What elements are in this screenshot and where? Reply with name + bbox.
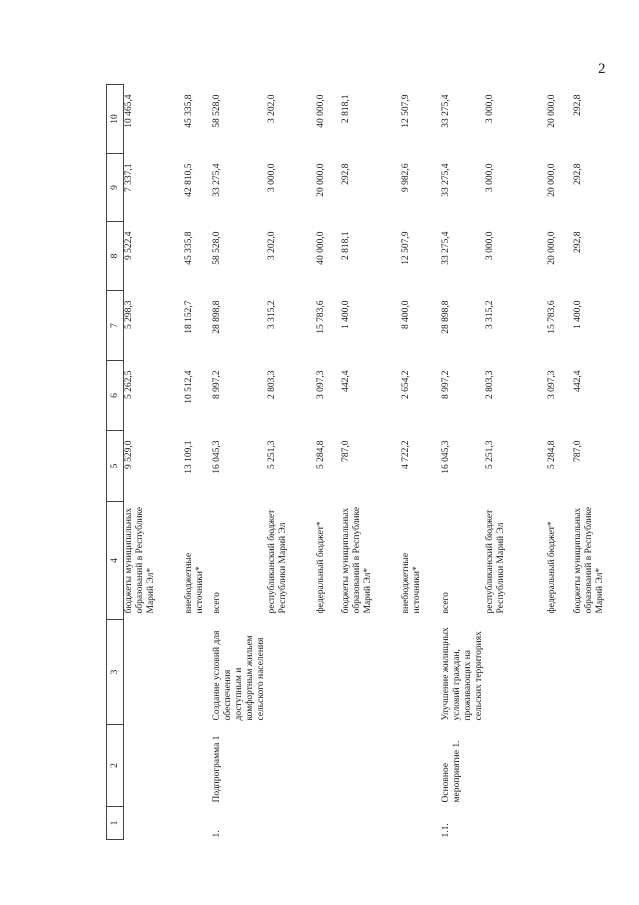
value-cell: 1 400,0 bbox=[572, 300, 583, 329]
value-cell: 3 097,3 bbox=[315, 370, 326, 399]
table-row bbox=[547, 85, 573, 840]
value-cell: 9 522,4 bbox=[124, 231, 134, 260]
value-cell: 9 529,0 bbox=[124, 440, 134, 469]
value-cell: 33 275,4 bbox=[440, 94, 451, 128]
value-cell: 40 000,0 bbox=[315, 94, 326, 128]
item-type bbox=[547, 725, 573, 807]
item-title bbox=[124, 620, 184, 725]
value-cell: 15 783,6 bbox=[546, 300, 557, 334]
value-cell: 10 512,4 bbox=[183, 370, 194, 404]
row-number bbox=[124, 807, 184, 840]
value-cell: 28 898,8 bbox=[211, 300, 222, 334]
value-cell: 3 315,2 bbox=[266, 300, 277, 329]
value-cell: 15 783,6 bbox=[315, 300, 326, 334]
value-cell: 5 251,3 bbox=[484, 440, 495, 469]
value-cell: 3 202,0 bbox=[266, 94, 277, 123]
value-cell: 58 528,0 bbox=[211, 231, 222, 265]
value-cell: 3 000,0 bbox=[484, 94, 495, 123]
value-cell: 2 654,2 bbox=[400, 370, 411, 399]
item-type bbox=[124, 725, 184, 807]
value-cell: 58 528,0 bbox=[211, 94, 222, 128]
item-title bbox=[341, 620, 401, 725]
table-row bbox=[573, 85, 612, 840]
value-cell: 5 284,8 bbox=[315, 440, 326, 469]
row-number bbox=[341, 807, 401, 840]
value-cell: 45 335,8 bbox=[183, 231, 194, 265]
column-number: 3 bbox=[107, 620, 124, 725]
column-number: 8 bbox=[107, 222, 124, 291]
item-title bbox=[267, 620, 316, 725]
value-cell: 33 275,4 bbox=[440, 163, 451, 197]
item-type bbox=[184, 725, 212, 807]
value-cell: 20 000,0 bbox=[546, 231, 557, 265]
item-title bbox=[184, 620, 212, 725]
funding-source: внебюджетные источники* bbox=[400, 552, 422, 614]
funding-source: всего bbox=[440, 592, 451, 614]
table-row bbox=[441, 85, 485, 840]
item-type: Основное мероприятие 1. bbox=[440, 740, 462, 803]
value-cell: 40 000,0 bbox=[315, 231, 326, 265]
item-title: Улучшение жилищных условий граждан, проживающих на сельских территориях bbox=[440, 627, 484, 721]
table-row bbox=[184, 85, 212, 840]
row-number bbox=[184, 807, 212, 840]
column-number: 7 bbox=[107, 291, 124, 361]
item-title bbox=[485, 620, 547, 725]
item-type bbox=[267, 725, 316, 807]
value-cell: 13 109,1 bbox=[183, 440, 194, 474]
funding-source: всего bbox=[211, 592, 222, 614]
value-cell: 4 722,2 bbox=[400, 440, 411, 469]
value-cell: 3 315,2 bbox=[484, 300, 495, 329]
column-number: 10 bbox=[107, 85, 124, 154]
table-row bbox=[267, 85, 316, 840]
table-row bbox=[212, 85, 267, 840]
row-number bbox=[485, 807, 547, 840]
table-row bbox=[316, 85, 341, 840]
value-cell: 20 000,0 bbox=[315, 163, 326, 197]
value-cell: 292,8 bbox=[572, 231, 583, 253]
value-cell: 18 152,7 bbox=[183, 300, 194, 334]
row-number: 1.1. bbox=[440, 823, 451, 838]
rotated-page-content bbox=[106, 85, 611, 840]
funding-source: республиканский бюджет Республики Марий Эл bbox=[266, 509, 288, 614]
table-row bbox=[341, 85, 401, 840]
value-cell: 1 400,0 bbox=[340, 300, 351, 329]
value-cell: 16 045,3 bbox=[211, 440, 222, 474]
value-cell: 3 097,3 bbox=[546, 370, 557, 399]
row-number bbox=[547, 807, 573, 840]
table-row bbox=[485, 85, 547, 840]
item-type bbox=[341, 725, 401, 807]
value-cell: 42 810,5 bbox=[183, 163, 194, 197]
value-cell: 787,0 bbox=[340, 440, 351, 462]
row-number bbox=[401, 807, 441, 840]
value-cell: 8 997,2 bbox=[211, 370, 222, 399]
value-cell: 16 045,3 bbox=[440, 440, 451, 474]
row-number bbox=[573, 807, 612, 840]
item-type bbox=[573, 725, 612, 807]
funding-source: бюджеты муниципальных образований в Республике Марий Эл* bbox=[340, 506, 373, 614]
value-cell: 3 000,0 bbox=[484, 231, 495, 260]
column-number-row bbox=[107, 85, 124, 840]
value-cell: 3 000,0 bbox=[484, 163, 495, 192]
value-cell: 442,4 bbox=[340, 370, 351, 392]
value-cell: 28 898,8 bbox=[440, 300, 451, 334]
item-type bbox=[485, 725, 547, 807]
row-number bbox=[316, 807, 341, 840]
value-cell: 292,8 bbox=[572, 94, 583, 116]
item-type bbox=[316, 725, 341, 807]
value-cell: 5 298,3 bbox=[124, 300, 134, 329]
value-cell: 45 335,8 bbox=[183, 94, 194, 128]
item-title bbox=[573, 620, 612, 725]
value-cell: 292,8 bbox=[572, 163, 583, 185]
value-cell: 2 818,1 bbox=[340, 94, 351, 123]
value-cell: 20 000,0 bbox=[546, 163, 557, 197]
value-cell: 3 202,0 bbox=[266, 231, 277, 260]
row-number bbox=[267, 807, 316, 840]
column-number: 4 bbox=[107, 502, 124, 620]
item-title: Создание условий для обеспечения доступным и комфортным жильем сельского населения bbox=[211, 630, 266, 721]
item-type: Подпрограмма 1 bbox=[211, 735, 222, 803]
funding-source: бюджеты муниципальных образований в Республике Марий Эл* bbox=[124, 506, 156, 614]
funding-source: бюджеты муниципальных образований в Республике Марий Эл* bbox=[572, 506, 605, 614]
value-cell: 2 818,1 bbox=[340, 231, 351, 260]
column-number: 6 bbox=[107, 361, 124, 431]
page-number: 2 bbox=[598, 61, 606, 77]
value-cell: 3 000,0 bbox=[266, 163, 277, 192]
budget-table bbox=[106, 84, 611, 840]
value-cell: 292,8 bbox=[340, 163, 351, 185]
item-title bbox=[316, 620, 341, 725]
value-cell: 442,4 bbox=[572, 370, 583, 392]
value-cell: 12 507,9 bbox=[400, 94, 411, 128]
column-number: 9 bbox=[107, 154, 124, 222]
item-title bbox=[401, 620, 441, 725]
value-cell: 5 262,5 bbox=[124, 370, 134, 399]
funding-source: внебюджетные источники* bbox=[183, 552, 205, 614]
item-type bbox=[401, 725, 441, 807]
item-title bbox=[547, 620, 573, 725]
value-cell: 33 275,4 bbox=[440, 231, 451, 265]
value-cell: 7 337,1 bbox=[124, 163, 134, 192]
column-number: 1 bbox=[107, 807, 124, 840]
funding-source: республиканский бюджет Республики Марий Эл bbox=[484, 509, 506, 614]
table-row bbox=[401, 85, 441, 840]
value-cell: 33 275,4 bbox=[211, 163, 222, 197]
value-cell: 8 400,0 bbox=[400, 300, 411, 329]
column-number: 5 bbox=[107, 431, 124, 502]
value-cell: 10 465,4 bbox=[124, 94, 134, 128]
value-cell: 5 284,8 bbox=[546, 440, 557, 469]
value-cell: 20 000,0 bbox=[546, 94, 557, 128]
value-cell: 8 997,2 bbox=[440, 370, 451, 399]
value-cell: 9 982,6 bbox=[400, 163, 411, 192]
value-cell: 2 803,3 bbox=[266, 370, 277, 399]
row-number: 1. bbox=[211, 830, 222, 838]
funding-source: федеральный бюджет* bbox=[315, 521, 326, 614]
table-row bbox=[124, 85, 184, 840]
value-cell: 12 507,9 bbox=[400, 231, 411, 265]
value-cell: 5 251,3 bbox=[266, 440, 277, 469]
funding-source: федеральный бюджет* bbox=[546, 521, 557, 614]
value-cell: 787,0 bbox=[572, 440, 583, 462]
column-number: 2 bbox=[107, 725, 124, 807]
value-cell: 2 803,3 bbox=[484, 370, 495, 399]
